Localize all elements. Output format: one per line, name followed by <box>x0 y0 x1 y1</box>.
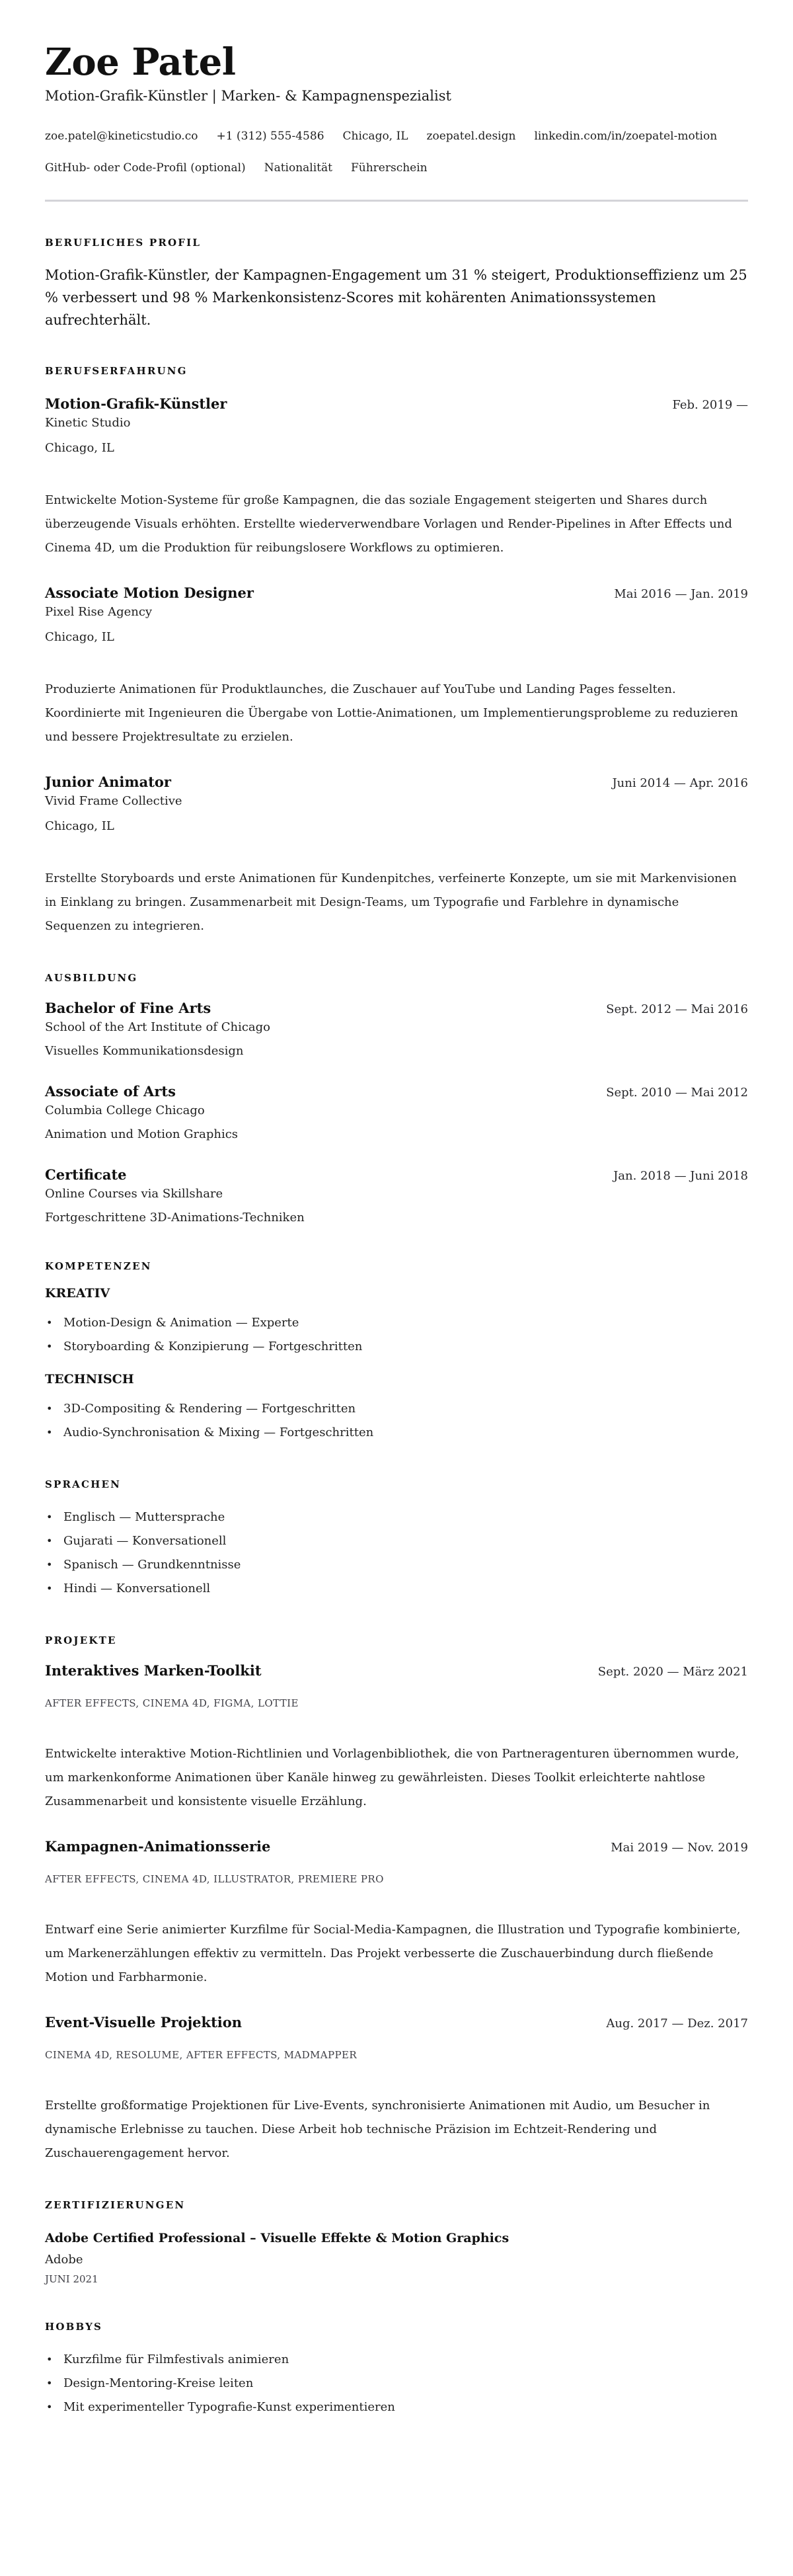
certification-name: Adobe Certified Professional – Visuelle Effekte & Motion Graphics <box>45 2231 510 2245</box>
candidate-name: Zoe Patel <box>45 40 236 84</box>
job-dates: Mai 2016 — Jan. 2019 <box>614 587 748 601</box>
resume-header <box>45 41 748 202</box>
education-dates: Jan. 2018 — Juni 2018 <box>613 1169 748 1183</box>
contact-linkedin[interactable]: linkedin.com/in/zoepatel-motion <box>534 130 718 143</box>
project-name: Kampagnen-Animationsserie <box>45 1838 271 1855</box>
education-dates: Sept. 2010 — Mai 2012 <box>606 1086 748 1100</box>
job-description: Entwickelte Motion-Systeme für große Kampagnen, die das soziale Engagement steigerten und Shares durch überzeugende Visuals erhöhten. Erstellte wiederverwendbare Vorlagen und Render-Pipelines in After Effects und Cinema 4D, um die Produktion für reibungslosere Workflows zu optimieren. <box>45 493 732 555</box>
skill-group-creative <box>45 1285 748 1359</box>
section-title: HOBBYS <box>45 2321 103 2333</box>
job-description: Erstellte Storyboards und erste Animationen für Kundenpitches, verfeinerte Konzepte, um sie mit Markenvisionen in Einklang zu bringen. Zusammenarbeit mit Design-Teams, um Typografie und Farblehre in dynamische Sequenzen zu integrieren. <box>45 871 737 933</box>
candidate-headline: Motion-Grafik-Künstler | Marken- & Kampagnenspezialist <box>45 88 451 104</box>
job-title: Associate Motion Designer <box>45 584 254 601</box>
profile-section <box>45 236 748 331</box>
school-name: Columbia College Chicago <box>45 1104 205 1117</box>
certification-entry <box>45 2229 748 2287</box>
project-tech-stack: CINEMA 4D, RESOLUME, AFTER EFFECTS, MADMAPPER <box>45 2049 358 2061</box>
section-title: BERUFSERFAHRUNG <box>45 365 188 377</box>
experience-entry <box>45 584 748 749</box>
project-description: Entwarf eine Serie animierter Kurzfilme für Social-Media-Kampagnen, die Illustration und Typografie kombinierte, um Markenerzählungen effektiv zu vermitteln. Das Projekt verbesserte die Zuschauerbindung durch fließende Motion und Farbharmonie. <box>45 1923 741 1984</box>
skill-item: • 3D-Compositing & Rendering — Fortgeschritten <box>45 1397 748 1421</box>
education-dates: Sept. 2012 — Mai 2016 <box>606 1002 748 1016</box>
hobby-item: • Mit experimenteller Typografie-Kunst experimentieren <box>45 2395 748 2419</box>
job-location: Chicago, IL <box>45 819 114 833</box>
language-list <box>45 1506 748 1601</box>
section-title: BERUFLICHES PROFIL <box>45 237 202 249</box>
certifications-section <box>45 2198 748 2287</box>
school-name: Online Courses via Skillshare <box>45 1187 223 1201</box>
section-title: KOMPETENZEN <box>45 1260 152 1272</box>
hobby-item: • Design-Mentoring-Kreise leiten <box>45 2372 748 2395</box>
education-section <box>45 971 748 1227</box>
skill-list <box>45 1397 748 1445</box>
education-entry <box>45 1166 748 1227</box>
degree-title: Bachelor of Fine Arts <box>45 1000 211 1016</box>
skill-item: • Motion-Design & Animation — Experte <box>45 1311 748 1335</box>
company-name: Kinetic Studio <box>45 416 131 430</box>
job-title: Junior Animator <box>45 774 171 790</box>
skill-list <box>45 1311 748 1359</box>
contact-phone[interactable]: +1 (312) 555-4586 <box>216 130 324 143</box>
job-dates: Feb. 2019 — <box>672 398 748 412</box>
certification-issuer: Adobe <box>45 2253 83 2267</box>
project-name: Interaktives Marken-Toolkit <box>45 1662 262 1679</box>
field-of-study: Fortgeschrittene 3D-Animations-Techniken <box>45 1211 305 1225</box>
degree-title: Certificate <box>45 1166 127 1183</box>
header-divider <box>45 200 748 202</box>
job-location: Chicago, IL <box>45 441 114 455</box>
experience-entry <box>45 395 748 560</box>
project-entry <box>45 1837 748 1990</box>
language-item: • Spanisch — Grundkenntnisse <box>45 1553 748 1577</box>
project-description: Erstellte großformatige Projektionen für Live-Events, synchronisierte Animationen mit Audio, um Besucher in dynamische Erlebnisse zu tauchen. Diese Arbeit hob technische Präzision im Echtzeit-Rendering und Zuschauerengagement hervor. <box>45 2099 710 2160</box>
certification-date: JUNI 2021 <box>45 2273 98 2285</box>
project-dates: Mai 2019 — Nov. 2019 <box>611 1841 748 1855</box>
contact-github[interactable]: GitHub- oder Code-Profil (optional) <box>45 161 246 175</box>
project-tech-stack: AFTER EFFECTS, CINEMA 4D, FIGMA, LOTTIE <box>45 1697 299 1709</box>
section-title: ZERTIFIZIERUNGEN <box>45 2199 186 2211</box>
field-of-study: Visuelles Kommunikationsdesign <box>45 1044 244 1058</box>
hobby-list <box>45 2348 748 2419</box>
profile-summary: Motion-Grafik-Künstler, der Kampagnen-Engagement um 31 % steigert, Produktionseffizienz um 25 % verbessert und 98 % Markenkonsistenz-Scores mit kohärenten Animationssystemen aufrechterhält. <box>45 267 747 328</box>
project-tech-stack: AFTER EFFECTS, CINEMA 4D, ILLUSTRATOR, PREMIERE PRO <box>45 1873 384 1885</box>
language-item: • Gujarati — Konversationell <box>45 1529 748 1553</box>
project-dates: Sept. 2020 — März 2021 <box>597 1665 748 1679</box>
skill-group-title: TECHNISCH <box>45 1372 134 1387</box>
section-title: PROJEKTE <box>45 1634 117 1646</box>
company-name: Pixel Rise Agency <box>45 605 153 619</box>
job-title: Motion-Grafik-Künstler <box>45 395 227 412</box>
project-entry <box>45 2013 748 2165</box>
contact-email[interactable]: zoe.patel@kineticstudio.co <box>45 130 198 143</box>
project-description: Entwickelte interaktive Motion-Richtlinien und Vorlagenbibliothek, die von Partneragenturen übernommen wurde, um markenkonforme Animationen über Kanäle hinweg zu gewährleisten. Dieses Toolkit erleichterte nahtlose Zusammenarbeit und konsistente visuelle Erzählung. <box>45 1747 739 1808</box>
skill-item: • Storyboarding & Konzipierung — Fortgeschritten <box>45 1335 748 1359</box>
job-description: Produzierte Animationen für Produktlaunches, die Zuschauer auf YouTube und Landing Pages fesselten. Koordinierte mit Ingenieuren die Übergabe von Lottie-Animationen, um Implementierungsprobleme zu reduzieren und bessere Projektresultate zu erzielen. <box>45 682 738 744</box>
language-item: • Englisch — Muttersprache <box>45 1506 748 1529</box>
hobbies-section <box>45 2320 748 2419</box>
language-item: • Hindi — Konversationell <box>45 1577 748 1601</box>
contact-website[interactable]: zoepatel.design <box>426 130 516 143</box>
skills-section <box>45 1260 748 1445</box>
field-of-study: Animation und Motion Graphics <box>45 1127 239 1141</box>
education-entry <box>45 1082 748 1143</box>
degree-title: Associate of Arts <box>45 1083 176 1100</box>
skill-group-technical <box>45 1371 748 1445</box>
project-name: Event-Visuelle Projektion <box>45 2014 243 2031</box>
projects-section <box>45 1634 748 2165</box>
contact-drivers-license: Führerschein <box>350 161 428 175</box>
hobby-item: • Kurzfilme für Filmfestivals animieren <box>45 2348 748 2372</box>
contact-list <box>45 120 748 184</box>
education-entry <box>45 999 748 1060</box>
company-name: Vivid Frame Collective <box>45 794 182 808</box>
skill-group-title: KREATIV <box>45 1286 110 1301</box>
job-location: Chicago, IL <box>45 630 114 644</box>
section-title: AUSBILDUNG <box>45 972 138 984</box>
section-title: SPRACHEN <box>45 1478 122 1490</box>
experience-entry <box>45 773 748 938</box>
contact-nationality: Nationalität <box>264 161 332 175</box>
skill-item: • Audio-Synchronisation & Mixing — Fortgeschritten <box>45 1421 748 1445</box>
contact-location: Chicago, IL <box>342 130 408 143</box>
project-entry <box>45 1662 748 1814</box>
project-dates: Aug. 2017 — Dez. 2017 <box>606 2017 748 2031</box>
languages-section <box>45 1478 748 1601</box>
job-dates: Juni 2014 — Apr. 2016 <box>612 776 748 790</box>
experience-section <box>45 364 748 938</box>
school-name: School of the Art Institute of Chicago <box>45 1020 271 1034</box>
